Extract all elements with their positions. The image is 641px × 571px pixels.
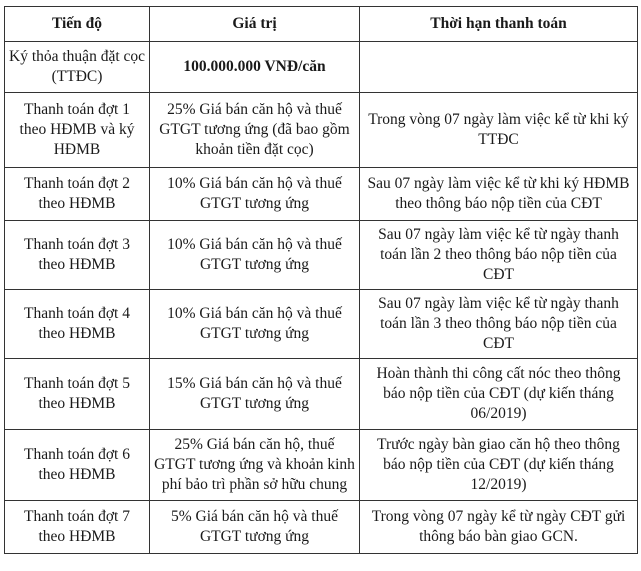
cell-stage: Thanh toán đợt 6 theo HĐMB bbox=[5, 430, 150, 501]
header-deadline: Thời hạn thanh toán bbox=[360, 7, 638, 42]
header-value: Giá trị bbox=[150, 7, 360, 42]
cell-deadline: Hoàn thành thi công cất nóc theo thông báo nộp tiền của CĐT (dự kiến tháng 06/2019) bbox=[360, 359, 638, 430]
table-row bbox=[5, 168, 638, 221]
cell-stage: Ký thỏa thuận đặt cọc (TTĐC) bbox=[5, 42, 150, 93]
cell-deadline: Trong vòng 07 ngày kể từ ngày CĐT gửi thông báo bàn giao GCN. bbox=[360, 501, 638, 554]
cell-deadline: Trước ngày bàn giao căn hộ theo thông báo nộp tiền của CĐT (dự kiến tháng 12/2019) bbox=[360, 430, 638, 501]
cell-stage: Thanh toán đợt 3 theo HĐMB bbox=[5, 221, 150, 290]
cell-deadline bbox=[360, 42, 638, 93]
cell-value: 10% Giá bán căn hộ và thuế GTGT tương ứng bbox=[150, 290, 360, 359]
cell-value: 25% Giá bán căn hộ, thuế GTGT tương ứng và khoản kinh phí bảo trì phần sở hữu chung bbox=[150, 430, 360, 501]
payment-schedule-table bbox=[4, 6, 638, 554]
cell-value: 15% Giá bán căn hộ và thuế GTGT tương ứng bbox=[150, 359, 360, 430]
cell-value: 100.000.000 VNĐ/căn bbox=[150, 42, 360, 93]
cell-stage: Thanh toán đợt 7 theo HĐMB bbox=[5, 501, 150, 554]
cell-deadline: Trong vòng 07 ngày làm việc kể từ khi ký TTĐC bbox=[360, 93, 638, 168]
table-row bbox=[5, 359, 638, 430]
cell-deadline: Sau 07 ngày làm việc kể từ ngày thanh toán lần 2 theo thông báo nộp tiền của CĐT bbox=[360, 221, 638, 290]
table-row bbox=[5, 430, 638, 501]
cell-stage: Thanh toán đợt 4 theo HĐMB bbox=[5, 290, 150, 359]
table-row bbox=[5, 501, 638, 554]
cell-stage: Thanh toán đợt 2 theo HĐMB bbox=[5, 168, 150, 221]
cell-deadline: Sau 07 ngày làm việc kể từ ngày thanh toán lần 3 theo thông báo nộp tiền của CĐT bbox=[360, 290, 638, 359]
table-row bbox=[5, 93, 638, 168]
cell-value: 5% Giá bán căn hộ và thuế GTGT tương ứng bbox=[150, 501, 360, 554]
cell-stage: Thanh toán đợt 5 theo HĐMB bbox=[5, 359, 150, 430]
table-row bbox=[5, 221, 638, 290]
cell-value: 10% Giá bán căn hộ và thuế GTGT tương ứng bbox=[150, 168, 360, 221]
header-stage: Tiến độ bbox=[5, 7, 150, 42]
table-header-row bbox=[5, 7, 638, 42]
cell-value: 25% Giá bán căn hộ và thuế GTGT tương ứng (đã bao gồm khoản tiền đặt cọc) bbox=[150, 93, 360, 168]
cell-deadline: Sau 07 ngày làm việc kể từ khi ký HĐMB theo thông báo nộp tiền của CĐT bbox=[360, 168, 638, 221]
cell-value: 10% Giá bán căn hộ và thuế GTGT tương ứng bbox=[150, 221, 360, 290]
table-row bbox=[5, 42, 638, 93]
table-row bbox=[5, 290, 638, 359]
cell-stage: Thanh toán đợt 1 theo HĐMB và ký HĐMB bbox=[5, 93, 150, 168]
